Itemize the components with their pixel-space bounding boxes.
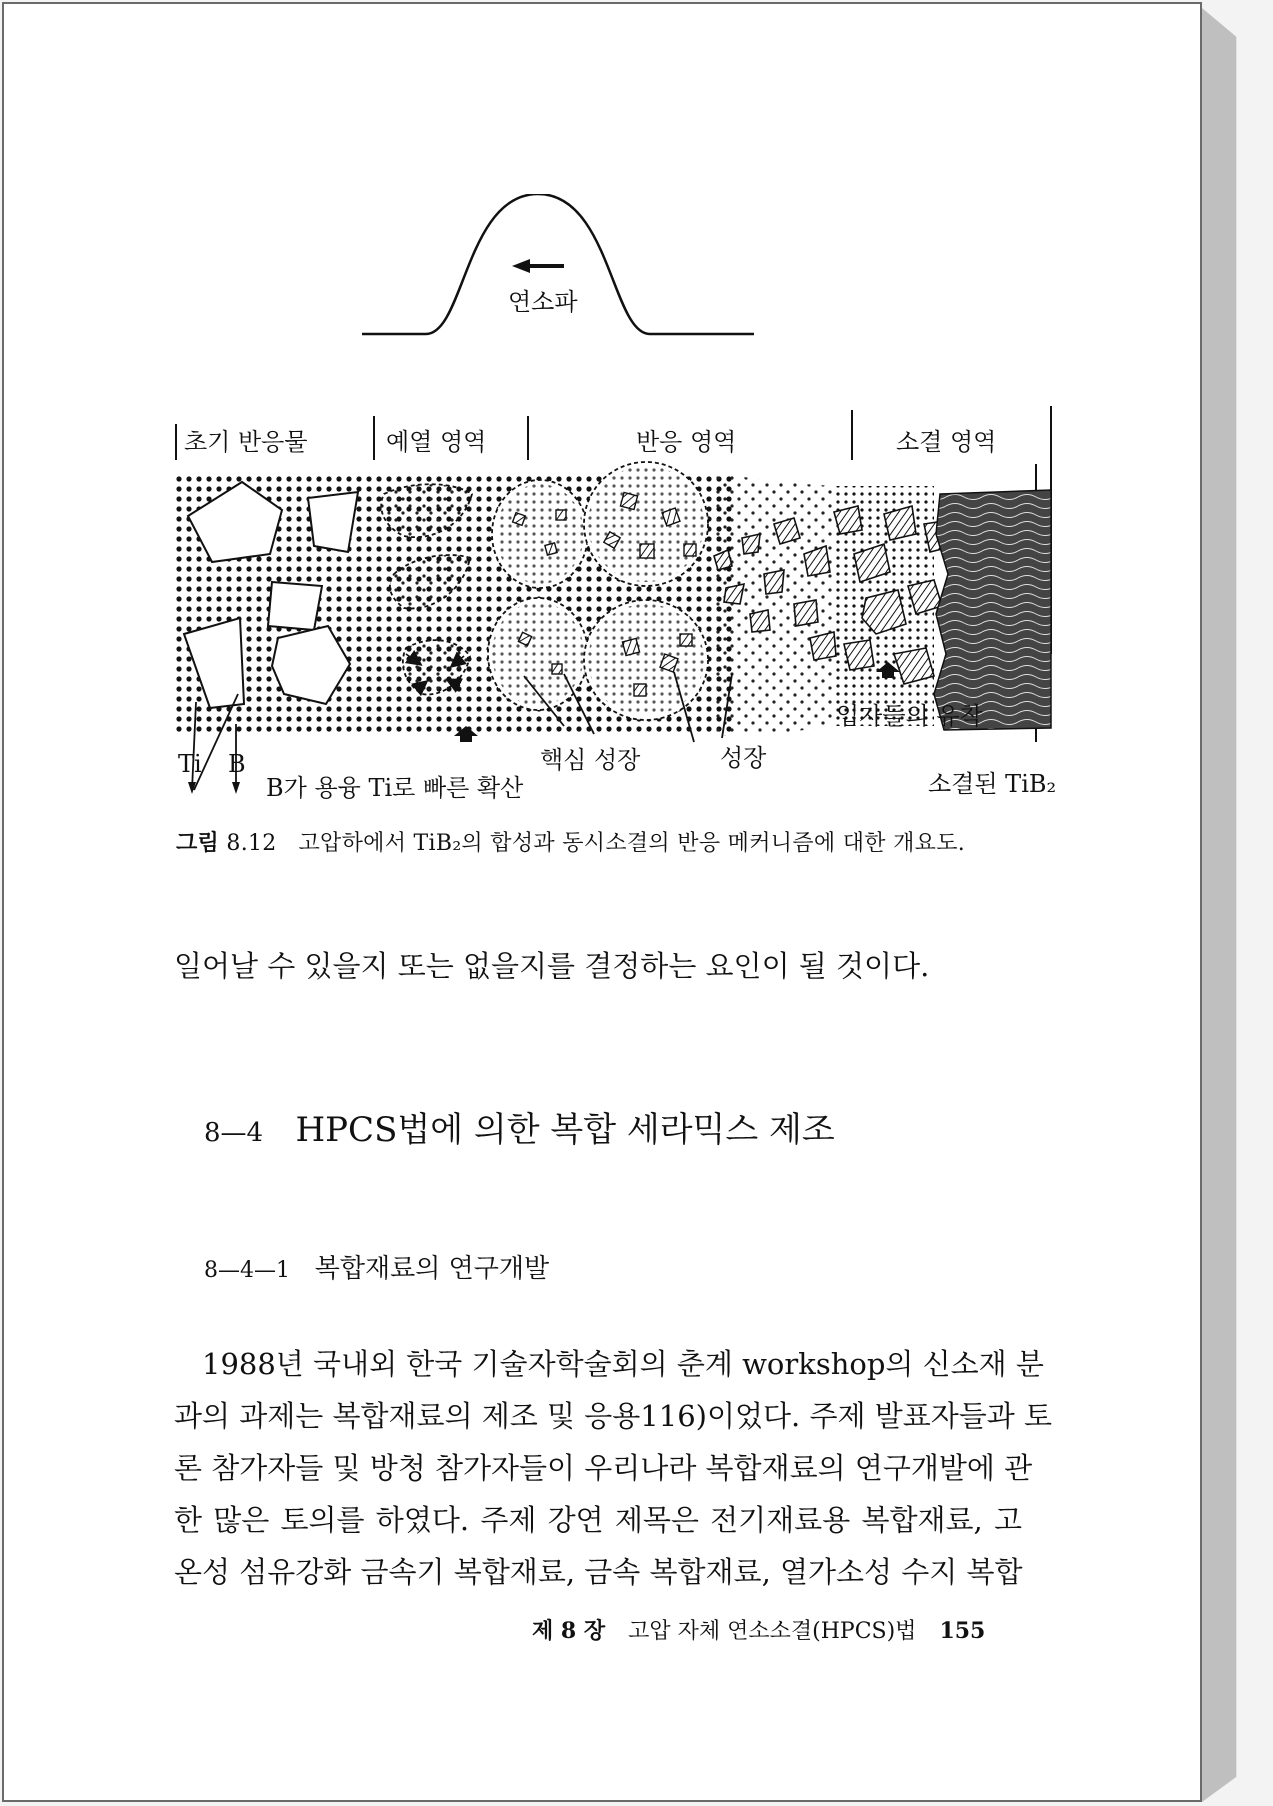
page-edge-shadow xyxy=(1202,8,1268,1802)
region-label-preheat: 예열 영역 xyxy=(386,428,487,456)
label-diffusion: B가 용융 Ti로 빠른 확산 xyxy=(266,774,524,802)
continuation-line: 일어날 수 있을지 또는 없을지를 결정하는 요인이 될 것이다. xyxy=(174,949,930,983)
sintered-tib2-block xyxy=(934,490,1051,730)
region-label-initial: 초기 반응물 xyxy=(184,428,308,456)
subsection-title: 복합재료의 연구개발 xyxy=(314,1254,550,1284)
section-heading xyxy=(204,1102,835,1151)
label-b: B xyxy=(228,750,246,778)
running-footer xyxy=(532,1614,985,1645)
region-label-sintering: 소결 영역 xyxy=(896,428,997,456)
label-sintered: 소결된 TiB₂ xyxy=(928,770,1057,798)
paragraph-line: 온성 섬유강화 금속기 복합재료, 금속 복합재료, 열가소성 수지 복합 xyxy=(174,1555,1023,1589)
section-title: HPCS법에 의한 복합 세라믹스 제조 xyxy=(295,1110,835,1150)
label-nucleation: 핵심 성장 xyxy=(540,746,641,774)
subsection-heading xyxy=(204,1248,549,1285)
label-adhesion: 입자들의 유착 xyxy=(836,702,983,730)
paragraph-line: 과의 과제는 복합재료의 제조 및 응용116)이었다. 주제 발표자들과 토 xyxy=(174,1399,1052,1433)
caption-number: 8.12 xyxy=(226,831,277,856)
paragraph-line: 론 참가자들 및 방청 참가자들이 우리나라 복합재료의 연구개발에 관 xyxy=(174,1451,1033,1485)
region-label-reaction: 반응 영역 xyxy=(636,428,737,456)
subsection-number: 8—4—1 xyxy=(204,1258,290,1283)
figure-caption xyxy=(176,826,965,857)
label-growth: 성장 xyxy=(720,744,767,772)
wave-label: 연소파 xyxy=(508,288,578,316)
section-number: 8—4 xyxy=(204,1118,264,1148)
label-ti: Ti xyxy=(178,750,202,778)
caption-text: 고압하에서 TiB₂의 합성과 동시소결의 반응 메커니즘에 대한 개요도. xyxy=(298,831,966,856)
footer-title: 고압 자체 연소소결(HPCS)법 xyxy=(628,1619,917,1644)
paragraph-line: 한 많은 토의를 하였다. 주제 강연 제목은 전기재료용 복합재료, 고 xyxy=(174,1503,1022,1537)
paragraph-line: 1988년 국내외 한국 기술자학술회의 춘계 workshop의 신소재 분 xyxy=(202,1347,1044,1381)
caption-label: 그림 xyxy=(176,831,220,856)
footer-chapter: 제 8 장 xyxy=(532,1618,606,1644)
book-page xyxy=(2,2,1202,1802)
page-number: 155 xyxy=(939,1618,986,1644)
reaction-mechanism-figure xyxy=(154,194,1057,824)
